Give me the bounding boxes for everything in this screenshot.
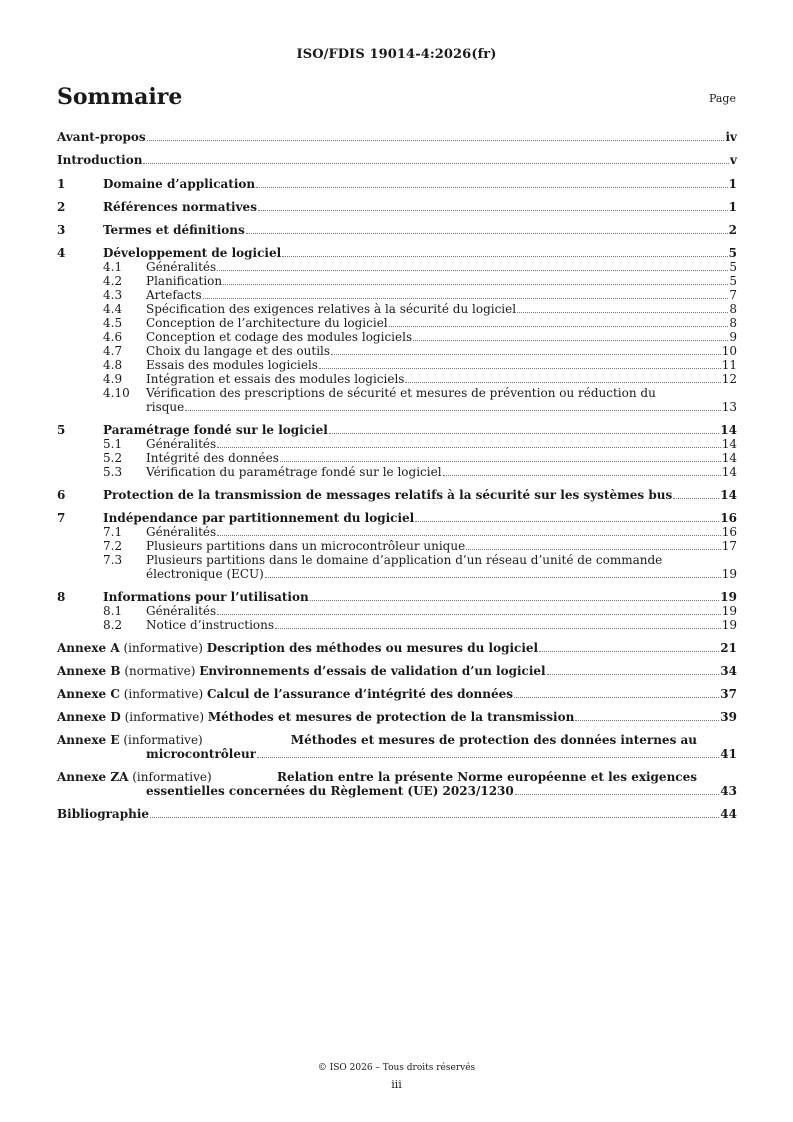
clause-number: 2 bbox=[57, 200, 66, 214]
toc-entry-label: Indépendance par partitionnement du logiciel bbox=[103, 511, 415, 525]
toc-entry-page: 37 bbox=[720, 687, 737, 701]
toc-entry-subclause[interactable] bbox=[57, 618, 737, 632]
toc-entry-subclause[interactable] bbox=[57, 358, 737, 372]
toc-entry-page: 19 bbox=[721, 604, 737, 618]
annex-title-line1: Méthodes et mesures de protection des données internes au bbox=[290, 733, 697, 747]
subclause-number: 4.5 bbox=[103, 316, 123, 330]
annex-code: Annexe A bbox=[57, 641, 120, 655]
leader-dots bbox=[282, 256, 727, 257]
toc-entry-page: 19 bbox=[721, 618, 737, 632]
leader-dots bbox=[466, 549, 721, 550]
toc-entry-annex-c[interactable] bbox=[57, 687, 737, 701]
toc-entry-page: 44 bbox=[720, 807, 737, 821]
clause-number: 4 bbox=[57, 246, 66, 260]
toc-entry-label-line2: risque bbox=[146, 400, 185, 414]
toc-entry-label: Notice d’instructions bbox=[146, 618, 275, 632]
toc-entry-introduction[interactable] bbox=[57, 153, 737, 167]
toc-entry-subclause[interactable] bbox=[57, 288, 737, 302]
toc-entry-subclause[interactable] bbox=[57, 260, 737, 274]
leader-dots bbox=[539, 651, 719, 652]
leader-dots bbox=[217, 270, 728, 271]
toc-entry-clause-1[interactable] bbox=[57, 177, 737, 191]
toc-entry-page: 19 bbox=[720, 590, 737, 604]
leader-dots bbox=[256, 187, 728, 188]
toc-entry-page: 34 bbox=[720, 664, 737, 678]
toc-entry-subclause-7-3[interactable] bbox=[57, 553, 737, 581]
leader-dots bbox=[275, 628, 721, 629]
subclause-number: 4.2 bbox=[103, 274, 123, 288]
annex-code: Annexe E bbox=[57, 733, 120, 747]
subclause-number: 7.2 bbox=[103, 539, 123, 553]
page-column-label: Page bbox=[708, 92, 736, 105]
toc-entry-page: 14 bbox=[720, 423, 737, 437]
toc-entry-page: 1 bbox=[728, 177, 737, 191]
leader-dots bbox=[415, 521, 719, 522]
subclause-number: 4.6 bbox=[103, 330, 123, 344]
toc-entry-subclause[interactable] bbox=[57, 274, 737, 288]
copyright-notice: © ISO 2026 – Tous droits réservés bbox=[317, 1063, 476, 1073]
toc-entry-label: Spécification des exigences relatives à la sécurité du logiciel bbox=[146, 302, 517, 316]
subclause-number: 4.9 bbox=[103, 372, 123, 386]
toc-entry-label: Protection de la transmission de messages relatifs à la sécurité sur les systèmes bus bbox=[103, 488, 673, 502]
leader-dots bbox=[331, 354, 721, 355]
toc-entry-label: Bibliographie bbox=[57, 807, 150, 821]
toc-entry-page: 17 bbox=[721, 539, 737, 553]
leader-dots bbox=[217, 535, 721, 536]
toc-entry-label: Planification bbox=[146, 274, 223, 288]
toc-entry-annex-za[interactable] bbox=[57, 770, 737, 798]
toc-entry-subclause[interactable] bbox=[57, 302, 737, 316]
leader-dots bbox=[246, 233, 728, 234]
toc-entry-subclause[interactable] bbox=[57, 330, 737, 344]
toc-entry-page: iv bbox=[725, 130, 737, 144]
toc-entry-clause-5[interactable] bbox=[57, 423, 737, 437]
leader-dots bbox=[547, 674, 720, 675]
subclause-number: 8.2 bbox=[103, 618, 123, 632]
page-title: Sommaire bbox=[57, 84, 183, 110]
leader-dots bbox=[217, 447, 721, 448]
leader-dots bbox=[517, 312, 728, 313]
toc-entry-label: Choix du langage et des outils bbox=[146, 344, 331, 358]
clause-number: 1 bbox=[57, 177, 66, 191]
table-of-contents bbox=[57, 124, 737, 821]
toc-entry-label-line2: électronique (ECU) bbox=[146, 567, 264, 581]
subclause-number: 4.7 bbox=[103, 344, 123, 358]
annex-title-line1: Relation entre la présente Norme européenne et les exigences bbox=[276, 770, 697, 784]
toc-entry-subclause[interactable] bbox=[57, 465, 737, 479]
toc-entry-label: Plusieurs partitions dans un microcontrôleur unique bbox=[146, 539, 466, 553]
annex-title: Méthodes et mesures de protection de la transmission bbox=[207, 710, 575, 724]
toc-entry-page: 12 bbox=[721, 372, 737, 386]
toc-entry-label-line1: Vérification des prescriptions de sécurité et mesures de prévention ou réduction du bbox=[146, 386, 656, 400]
subclause-number: 7.1 bbox=[103, 525, 123, 539]
toc-entry-label: Artefacts bbox=[146, 288, 202, 302]
toc-entry-subclause[interactable] bbox=[57, 604, 737, 618]
toc-entry-label: Introduction bbox=[57, 153, 143, 167]
leader-dots bbox=[203, 298, 729, 299]
toc-entry-label: Vérification du paramétrage fondé sur le logiciel bbox=[146, 465, 442, 479]
toc-entry-clause-8[interactable] bbox=[57, 590, 737, 604]
clause-number: 7 bbox=[57, 511, 66, 525]
toc-entry-label: Conception et codage des modules logiciels bbox=[146, 330, 413, 344]
toc-entry-annex-b[interactable] bbox=[57, 664, 737, 678]
toc-entry-page: 8 bbox=[729, 302, 737, 316]
leader-dots bbox=[329, 433, 720, 434]
toc-entry-page: 8 bbox=[729, 316, 737, 330]
toc-entry-label: Généralités bbox=[146, 437, 217, 451]
annex-code: Annexe C bbox=[57, 687, 120, 701]
leader-dots bbox=[143, 163, 729, 164]
toc-entry-page: 39 bbox=[720, 710, 737, 724]
subclause-number: 7.3 bbox=[103, 553, 123, 567]
toc-entry-page: 5 bbox=[728, 246, 737, 260]
toc-entry-page: 10 bbox=[721, 344, 737, 358]
clause-number: 8 bbox=[57, 590, 66, 604]
toc-entry-label: Intégration et essais des modules logiciels bbox=[146, 372, 405, 386]
leader-dots bbox=[185, 410, 720, 411]
clause-number: 5 bbox=[57, 423, 66, 437]
subclause-number: 5.1 bbox=[103, 437, 123, 451]
annex-type: (informative) bbox=[120, 710, 208, 724]
toc-entry-clause-4[interactable] bbox=[57, 246, 737, 260]
toc-entry-clause-2[interactable] bbox=[57, 200, 737, 214]
toc-entry-page: 16 bbox=[721, 525, 737, 539]
toc-entry-page: 5 bbox=[729, 260, 737, 274]
toc-entry-subclause[interactable] bbox=[57, 525, 737, 539]
subclause-number: 4.3 bbox=[103, 288, 123, 302]
subclause-number: 4.1 bbox=[103, 260, 123, 274]
toc-entry-label: Développement de logiciel bbox=[103, 246, 282, 260]
toc-entry-page: 21 bbox=[720, 641, 737, 655]
subclause-number: 4.8 bbox=[103, 358, 123, 372]
annex-title: Environnements d’essais de validation d’un logiciel bbox=[199, 664, 546, 678]
annex-type: (informative) bbox=[119, 733, 207, 747]
annex-code: Annexe ZA bbox=[57, 770, 129, 784]
toc-entry-page: 5 bbox=[729, 274, 737, 288]
toc-entry-page: 9 bbox=[729, 330, 737, 344]
toc-entry-page: 14 bbox=[721, 451, 737, 465]
annex-title-line2: essentielles concernées du Règlement (UE) 2023/1230 bbox=[146, 784, 514, 798]
leader-dots bbox=[147, 140, 725, 141]
toc-entry-page: 43 bbox=[720, 784, 737, 798]
leader-dots bbox=[575, 720, 719, 721]
leader-dots bbox=[673, 498, 719, 499]
leader-dots bbox=[413, 340, 728, 341]
annex-title: Calcul de l’assurance d’intégrité des données bbox=[206, 687, 513, 701]
toc-entry-label-line1: Plusieurs partitions dans le domaine d’application d’un réseau d’unité de commande bbox=[146, 553, 663, 567]
subclause-number: 5.2 bbox=[103, 451, 123, 465]
annex-type: (informative) bbox=[119, 641, 207, 655]
toc-entry-subclause[interactable] bbox=[57, 437, 737, 451]
leader-dots bbox=[319, 368, 721, 369]
toc-entry-annex-e[interactable] bbox=[57, 733, 737, 761]
toc-entry-label: Avant-propos bbox=[57, 130, 146, 144]
annex-type: (informative) bbox=[119, 687, 207, 701]
toc-entry-page: 14 bbox=[720, 488, 737, 502]
leader-dots bbox=[280, 461, 721, 462]
annex-type: (normative) bbox=[120, 664, 200, 678]
leader-dots bbox=[257, 757, 719, 758]
toc-entry-clause-7[interactable] bbox=[57, 511, 737, 525]
toc-entry-page: 13 bbox=[721, 400, 737, 414]
toc-entry-subclause[interactable] bbox=[57, 344, 737, 358]
toc-entry-label: Conception de l’architecture du logiciel bbox=[146, 316, 388, 330]
toc-entry-annex-d[interactable] bbox=[57, 710, 737, 724]
toc-entry-subclause[interactable] bbox=[57, 451, 737, 465]
leader-dots bbox=[443, 475, 721, 476]
clause-number: 3 bbox=[57, 223, 66, 237]
page-number: iii bbox=[391, 1078, 402, 1091]
toc-entry-annex-a[interactable] bbox=[57, 641, 737, 655]
leader-dots bbox=[258, 210, 728, 211]
toc-entry-label: Domaine d’application bbox=[103, 177, 256, 191]
toc-entry-page: 19 bbox=[721, 567, 737, 581]
leader-dots bbox=[217, 614, 721, 615]
leader-dots bbox=[310, 600, 720, 601]
toc-entry-foreword[interactable] bbox=[57, 130, 737, 144]
toc-entry-label: Généralités bbox=[146, 604, 217, 618]
toc-entry-page: 7 bbox=[729, 288, 737, 302]
toc-entry-page: 11 bbox=[721, 358, 737, 372]
leader-dots bbox=[514, 697, 719, 698]
toc-entry-clause-3[interactable] bbox=[57, 223, 737, 237]
toc-entry-subclause[interactable] bbox=[57, 372, 737, 386]
toc-entry-label: Généralités bbox=[146, 525, 217, 539]
leader-dots bbox=[405, 382, 720, 383]
toc-entry-label: Informations pour l’utilisation bbox=[103, 590, 309, 604]
toc-entry-subclause[interactable] bbox=[57, 316, 737, 330]
toc-entry-label: Essais des modules logiciels bbox=[146, 358, 318, 372]
toc-entry-page: 2 bbox=[728, 223, 737, 237]
leader-dots bbox=[223, 284, 728, 285]
subclause-number: 4.4 bbox=[103, 302, 123, 316]
subclause-number: 4.10 bbox=[103, 386, 130, 400]
annex-title: Description des méthodes ou mesures du logiciel bbox=[206, 641, 539, 655]
clause-number: 6 bbox=[57, 488, 66, 502]
toc-entry-clause-6[interactable] bbox=[57, 488, 737, 502]
subclause-number: 8.1 bbox=[103, 604, 123, 618]
document-identifier: ISO/FDIS 19014-4:2026(fr) bbox=[296, 47, 497, 62]
toc-entry-page: 14 bbox=[721, 465, 737, 479]
leader-dots bbox=[515, 794, 720, 795]
toc-entry-page: 14 bbox=[721, 437, 737, 451]
toc-entry-label: Références normatives bbox=[103, 200, 257, 214]
toc-entry-label: Intégrité des données bbox=[146, 451, 279, 465]
leader-dots bbox=[150, 817, 719, 818]
toc-entry-label: Termes et définitions bbox=[103, 223, 245, 237]
toc-entry-page: 1 bbox=[728, 200, 737, 214]
annex-title-line2: microcontrôleur bbox=[146, 747, 257, 761]
toc-entry-bibliography[interactable] bbox=[57, 807, 737, 821]
annex-code: Annexe B bbox=[57, 664, 121, 678]
leader-dots bbox=[265, 577, 721, 578]
toc-entry-page: 41 bbox=[720, 747, 737, 761]
toc-entry-label: Paramétrage fondé sur le logiciel bbox=[103, 423, 328, 437]
annex-type: (informative) bbox=[128, 770, 216, 784]
toc-entry-page: v bbox=[730, 153, 737, 167]
toc-entry-page: 16 bbox=[720, 511, 737, 525]
annex-code: Annexe D bbox=[57, 710, 121, 724]
toc-entry-subclause-4-10[interactable] bbox=[57, 386, 737, 414]
toc-entry-label: Généralités bbox=[146, 260, 217, 274]
leader-dots bbox=[389, 326, 729, 327]
subclause-number: 5.3 bbox=[103, 465, 123, 479]
toc-entry-subclause[interactable] bbox=[57, 539, 737, 553]
